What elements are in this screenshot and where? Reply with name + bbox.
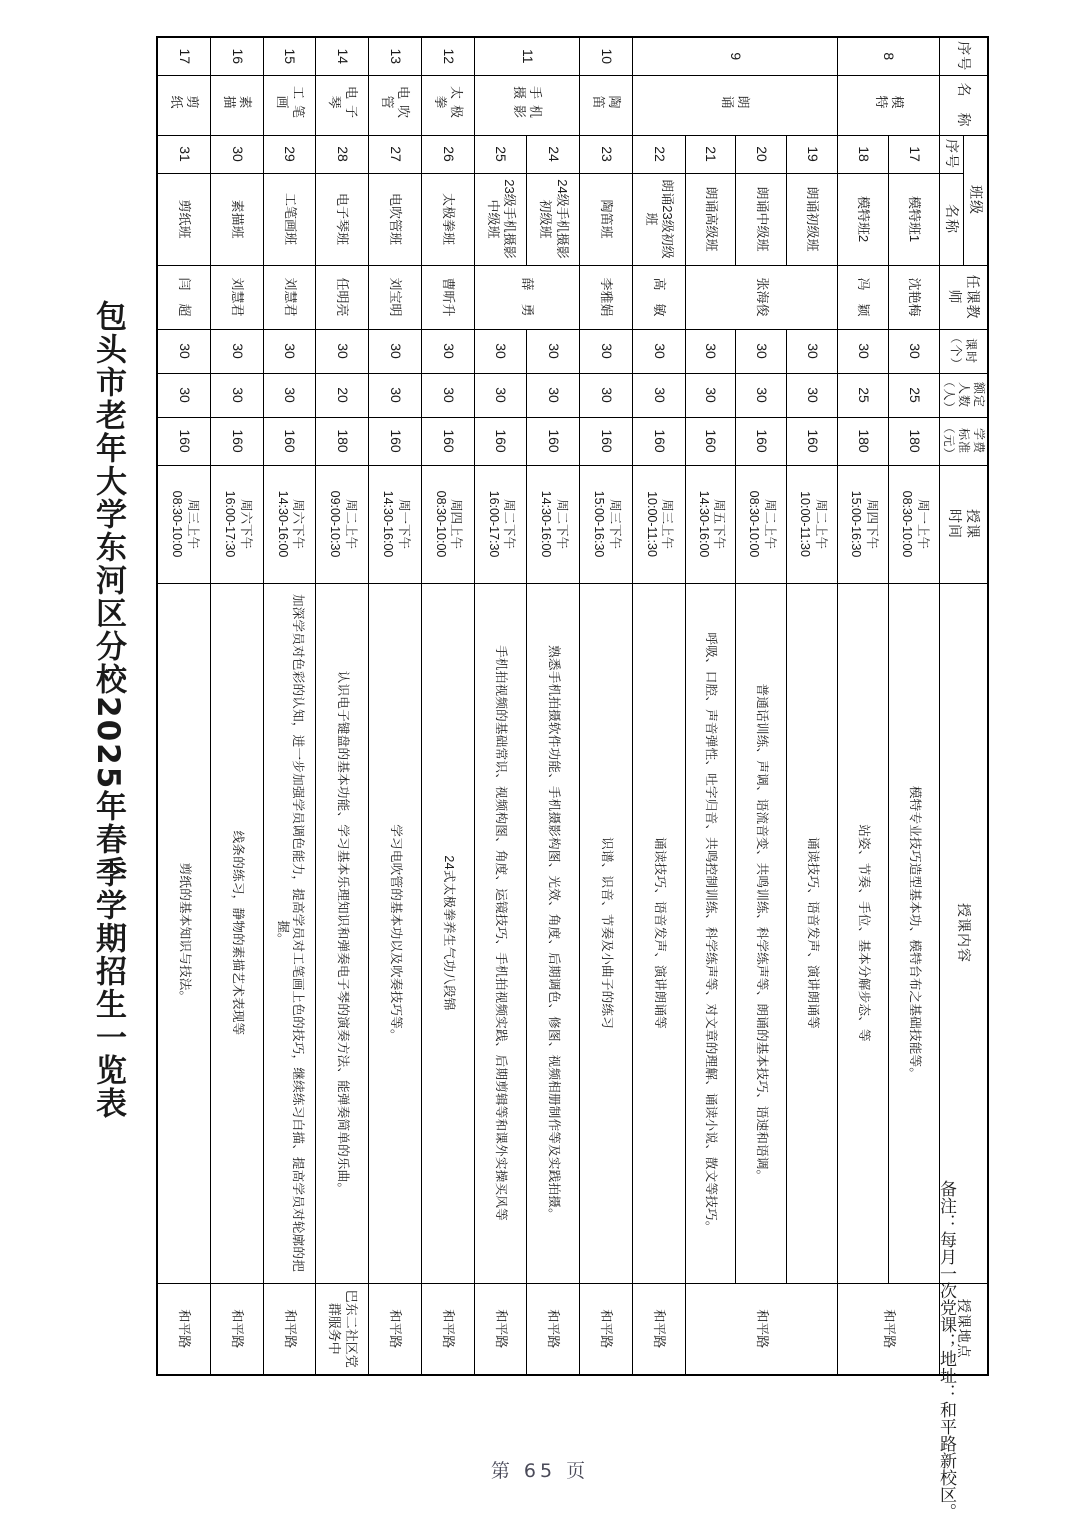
major-name-cell: 陶 笛 (580, 75, 633, 135)
content-cell: 诵读技巧、语音发声、演讲朗诵等 (632, 583, 685, 1283)
hours-cell: 30 (838, 329, 889, 373)
class-seq-cell: 18 (838, 135, 889, 173)
header-time-line2: 时间 (947, 509, 964, 539)
content-cell: 识谱、识音、节奏及小曲子的练习 (580, 583, 633, 1283)
place-cell: 和平路 (474, 1283, 527, 1375)
time-day: 周一上午 (915, 498, 930, 549)
major-seq-cell: 13 (369, 37, 422, 75)
time-range: 16:00-17:30 (486, 490, 501, 558)
table-row (421, 37, 474, 1375)
table-row (632, 37, 685, 1375)
fee-cell: 160 (421, 417, 474, 465)
fee-cell: 160 (736, 417, 787, 465)
teacher-cell: 闫 超 (157, 265, 211, 329)
place-cell: 和平路 (632, 1283, 685, 1375)
time-cell (474, 465, 527, 583)
time-day: 周四下午 (864, 498, 879, 549)
teacher-cell: 李雅娟 (580, 265, 633, 329)
table-row (369, 37, 422, 1375)
major-name-cell: 朗 诵 (632, 75, 837, 135)
class-seq-cell: 26 (421, 135, 474, 173)
class-name-cell: 模特班2 (838, 173, 889, 265)
class-name-cell: 模特班1 (889, 173, 940, 265)
class-seq-cell: 28 (316, 135, 369, 173)
hours-cell: 30 (632, 329, 685, 373)
time-cell (316, 465, 369, 583)
table-row (527, 37, 580, 1375)
header-class-group: 班级 (963, 135, 988, 265)
header-time (940, 465, 989, 583)
quota-cell: 30 (736, 373, 787, 417)
hours-cell: 30 (474, 329, 527, 373)
content-cell: 熟悉手机拍摄软件功能、手机摄影构图、光效、角度、后期调色、修图、视频相册制作等及实践拍摄。 (527, 583, 580, 1283)
time-range: 08:30-10:00 (900, 490, 915, 558)
time-range: 10:00-11:30 (644, 491, 659, 557)
hours-cell: 30 (787, 329, 838, 373)
time-cell (580, 465, 633, 583)
quota-cell: 30 (211, 373, 264, 417)
quota-cell: 30 (580, 373, 633, 417)
class-name-cell: 太极拳班 (421, 173, 474, 265)
major-seq-cell: 8 (838, 37, 940, 75)
table-row (211, 37, 264, 1375)
class-name-cell: 23级手机摄影中级班 (474, 173, 527, 265)
class-name-cell: 剪纸班 (157, 173, 211, 265)
class-name-cell: 朗诵中级班 (736, 173, 787, 265)
time-range: 14:30-16:00 (539, 490, 554, 558)
class-name-cell: 电吹管班 (369, 173, 422, 265)
major-seq-cell: 16 (211, 37, 264, 75)
page-number: 第 65 页 (490, 1460, 590, 1482)
header-major-name: 名 称 (940, 75, 989, 135)
teacher-cell: 沈艳梅 (889, 265, 940, 329)
table-row (787, 37, 838, 1375)
place-cell: 和平路 (580, 1283, 633, 1375)
teacher-cell: 曹昕升 (421, 265, 474, 329)
time-day: 周六下午 (238, 498, 253, 549)
place-cell: 和平路 (157, 1283, 211, 1375)
class-seq-cell: 30 (211, 135, 264, 173)
hours-cell: 30 (316, 329, 369, 373)
class-seq-cell: 17 (889, 135, 940, 173)
time-day: 周三下午 (607, 498, 622, 549)
class-seq-cell: 22 (632, 135, 685, 173)
time-day: 周四上午 (449, 498, 464, 549)
header-fee-line2: 标准 (957, 427, 971, 454)
content-cell: 线条的练习，静物的素描艺术表现等 (211, 583, 264, 1283)
time-day: 周五下午 (712, 498, 727, 549)
hours-cell: 30 (157, 329, 211, 373)
content-cell: 加深学员对色彩的认知，进一步加强学员调色能力，提高学员对工笔画上色的技巧，继续练习白描、提高学员对轮廓的把握。 (263, 583, 316, 1283)
hours-cell: 30 (580, 329, 633, 373)
header-time-line1: 授课 (965, 509, 981, 539)
teacher-cell: 刘宝明 (369, 265, 422, 329)
time-range: 10:00-11:30 (798, 491, 813, 557)
time-cell (211, 465, 264, 583)
hours-cell: 30 (421, 329, 474, 373)
quota-cell: 30 (369, 373, 422, 417)
class-seq-cell: 21 (685, 135, 736, 173)
major-name-cell: 模 特 (838, 75, 940, 135)
quota-cell: 30 (263, 373, 316, 417)
hours-cell: 30 (889, 329, 940, 373)
fee-cell: 160 (474, 417, 527, 465)
teacher-cell: 薛 勇 (474, 265, 579, 329)
page-title: 包头市老年大学东河区分校2025年春季学期招生一览表 (90, 300, 126, 1121)
quota-cell: 30 (632, 373, 685, 417)
class-seq-cell: 29 (263, 135, 316, 173)
header-quota (940, 373, 989, 417)
teacher-cell: 刘慧君 (211, 265, 264, 329)
class-seq-cell: 19 (787, 135, 838, 173)
content-cell: 认识电子键盘的基本功能、学习基本乐理知识和弹奏电子琴的演奏方法、能弹奏简单的乐曲。 (316, 583, 369, 1283)
quota-cell: 30 (787, 373, 838, 417)
time-day: 周二上午 (343, 498, 358, 549)
time-range: 09:00-10:30 (328, 490, 343, 558)
class-seq-cell: 25 (474, 135, 527, 173)
class-name-cell: 朗诵初级班 (787, 173, 838, 265)
table-row (157, 37, 211, 1375)
major-name-cell: 工笔画 (263, 75, 316, 135)
time-day: 周六下午 (291, 498, 306, 549)
time-range: 14:30-16:00 (381, 490, 396, 558)
major-name-cell: 素 描 (211, 75, 264, 135)
major-name-cell: 电子琴 (316, 75, 369, 135)
class-name-cell: 素描班 (211, 173, 264, 265)
header-content: 授课内容 (940, 583, 989, 1283)
content-cell: 剪纸的基本知识与技法。 (157, 583, 211, 1283)
quota-cell: 30 (527, 373, 580, 417)
header-fee-line1: 学费 (972, 427, 986, 454)
time-day: 周一下午 (396, 498, 411, 549)
table-row (580, 37, 633, 1375)
place-cell: 和平路 (838, 1283, 940, 1375)
quota-cell: 30 (685, 373, 736, 417)
fee-cell: 160 (211, 417, 264, 465)
fee-cell: 160 (685, 417, 736, 465)
place-cell: 和平路 (421, 1283, 474, 1375)
time-cell (421, 465, 474, 583)
place-cell: 和平路 (263, 1283, 316, 1375)
major-name-cell: 剪 纸 (157, 75, 211, 135)
header-place: 授课地点 (940, 1283, 989, 1375)
hours-cell: 30 (527, 329, 580, 373)
quota-cell: 30 (474, 373, 527, 417)
teacher-cell: 刘慧君 (263, 265, 316, 329)
major-seq-cell: 11 (474, 37, 579, 75)
table-row (838, 37, 889, 1375)
class-name-cell: 朗诵高级班 (685, 173, 736, 265)
place-cell: 和平路 (211, 1283, 264, 1375)
class-name-cell: 陶笛班 (580, 173, 633, 265)
header-major-seq: 序号 (940, 37, 989, 75)
header-hours-line1: 课时 (964, 337, 979, 364)
place-cell: 巴东二社区党群服务中 (316, 1283, 369, 1375)
header-teacher: 任课教师 (940, 265, 989, 329)
content-cell: 站姿、节奏、手位、基本分解步态、等 (838, 583, 889, 1283)
header-class-seq: 序号 (940, 135, 964, 173)
class-seq-cell: 24 (527, 135, 580, 173)
header-quota-line2: 人数 (957, 381, 971, 408)
teacher-cell: 任明亮 (316, 265, 369, 329)
hours-cell: 30 (263, 329, 316, 373)
content-cell: 学习电吹管的基本功以及吹奏技巧等。 (369, 583, 422, 1283)
time-day: 周三上午 (185, 498, 200, 549)
fee-cell: 160 (580, 417, 633, 465)
class-name-cell: 朗诵23级初级班 (632, 173, 685, 265)
class-seq-cell: 23 (580, 135, 633, 173)
time-cell (263, 465, 316, 583)
quota-cell: 25 (838, 373, 889, 417)
table-row (474, 37, 527, 1375)
class-seq-cell: 31 (157, 135, 211, 173)
content-cell: 普通话训练、声调、语流音变、共鸣训练、科学练声等、朗诵的基本技巧、语速和语调。 (736, 583, 787, 1283)
header-row (963, 37, 988, 1375)
quota-cell: 20 (316, 373, 369, 417)
header-hours (940, 329, 989, 373)
major-seq-cell: 15 (263, 37, 316, 75)
time-range: 16:00-17:30 (222, 490, 237, 558)
place-cell: 和平路 (527, 1283, 580, 1375)
content-cell: 24式太极拳养生气功八段锦 (421, 583, 474, 1283)
enrollment-schedule-table (156, 36, 989, 1376)
schedule-table-container (163, 36, 989, 1374)
fee-cell: 180 (316, 417, 369, 465)
hours-cell: 30 (211, 329, 264, 373)
time-day: 周二上午 (813, 498, 828, 549)
time-day: 周二下午 (554, 498, 569, 549)
time-range: 15:00-16:30 (592, 490, 607, 558)
time-cell (685, 465, 736, 583)
time-cell (369, 465, 422, 583)
class-seq-cell: 27 (369, 135, 422, 173)
time-cell (787, 465, 838, 583)
fee-cell: 160 (157, 417, 211, 465)
content-cell: 模特专业技巧造型基本功、模特台布之基础技能等。 (889, 583, 940, 1283)
hours-cell: 30 (369, 329, 422, 373)
fee-cell: 160 (632, 417, 685, 465)
table-header (940, 37, 989, 1375)
time-day: 周二上午 (763, 498, 778, 549)
fee-cell: 160 (527, 417, 580, 465)
major-seq-cell: 9 (632, 37, 837, 75)
place-cell: 和平路 (685, 1283, 838, 1375)
class-name-cell: 24级手机摄影初级班 (527, 173, 580, 265)
major-seq-cell: 14 (316, 37, 369, 75)
content-cell: 手机拍视频的基础常识、视频构图、角度、运镜技巧、手机拍视频实践、后期剪辑等和课外实操买风等 (474, 583, 527, 1283)
teacher-cell: 张海俊 (685, 265, 838, 329)
header-fee-line3: （元） (942, 421, 956, 461)
time-cell (736, 465, 787, 583)
fee-cell: 180 (838, 417, 889, 465)
quota-cell: 30 (421, 373, 474, 417)
teacher-cell: 高 敏 (632, 265, 685, 329)
major-name-cell: 手机摄影 (474, 75, 579, 135)
class-name-cell: 工笔画班 (263, 173, 316, 265)
time-day: 周二下午 (502, 498, 517, 549)
major-name-cell: 太极拳 (421, 75, 474, 135)
major-seq-cell: 10 (580, 37, 633, 75)
table-row (889, 37, 940, 1375)
header-fee (940, 417, 989, 465)
place-cell: 和平路 (369, 1283, 422, 1375)
header-hours-line2: （个） (949, 331, 964, 371)
time-day: 周三上午 (660, 498, 675, 549)
class-name-cell: 电子琴班 (316, 173, 369, 265)
teacher-cell: 冯 颖 (838, 265, 889, 329)
fee-cell: 160 (787, 417, 838, 465)
header-class-name: 名称 (940, 173, 964, 265)
header-quota-line3: （人） (942, 375, 956, 415)
time-cell (527, 465, 580, 583)
table-row (736, 37, 787, 1375)
fee-cell: 160 (369, 417, 422, 465)
class-seq-cell: 20 (736, 135, 787, 173)
header-quota-line1: 额定 (972, 381, 986, 408)
quota-cell: 30 (157, 373, 211, 417)
footer-remark: 备注：每月一次党课；地址：和平路新校区。 (936, 1180, 956, 1520)
major-seq-cell: 12 (421, 37, 474, 75)
quota-cell: 25 (889, 373, 940, 417)
time-cell (838, 465, 889, 583)
content-cell: 诵读技巧、语音发声、演讲朗诵等 (787, 583, 838, 1283)
time-range: 14:30-16:00 (275, 490, 290, 558)
time-range: 08:30-10:00 (747, 490, 762, 558)
time-cell (157, 465, 211, 583)
time-cell (632, 465, 685, 583)
major-seq-cell: 17 (157, 37, 211, 75)
hours-cell: 30 (736, 329, 787, 373)
content-cell: 呼吸、口腔、声音弹性、吐字归音、共鸣控制训练、科学练声等、对文章的理解、诵读小说、散文等技巧。 (685, 583, 736, 1283)
fee-cell: 160 (263, 417, 316, 465)
fee-cell: 180 (889, 417, 940, 465)
table-body (157, 37, 940, 1375)
time-range: 14:30-16:00 (696, 490, 711, 558)
time-range: 08:30-10:00 (170, 490, 185, 558)
time-range: 08:30-10:00 (433, 490, 448, 558)
table-row (263, 37, 316, 1375)
table-row (685, 37, 736, 1375)
hours-cell: 30 (685, 329, 736, 373)
time-range: 15:00-16:30 (849, 490, 864, 558)
time-cell (889, 465, 940, 583)
major-name-cell: 电吹管 (369, 75, 422, 135)
table-row (316, 37, 369, 1375)
